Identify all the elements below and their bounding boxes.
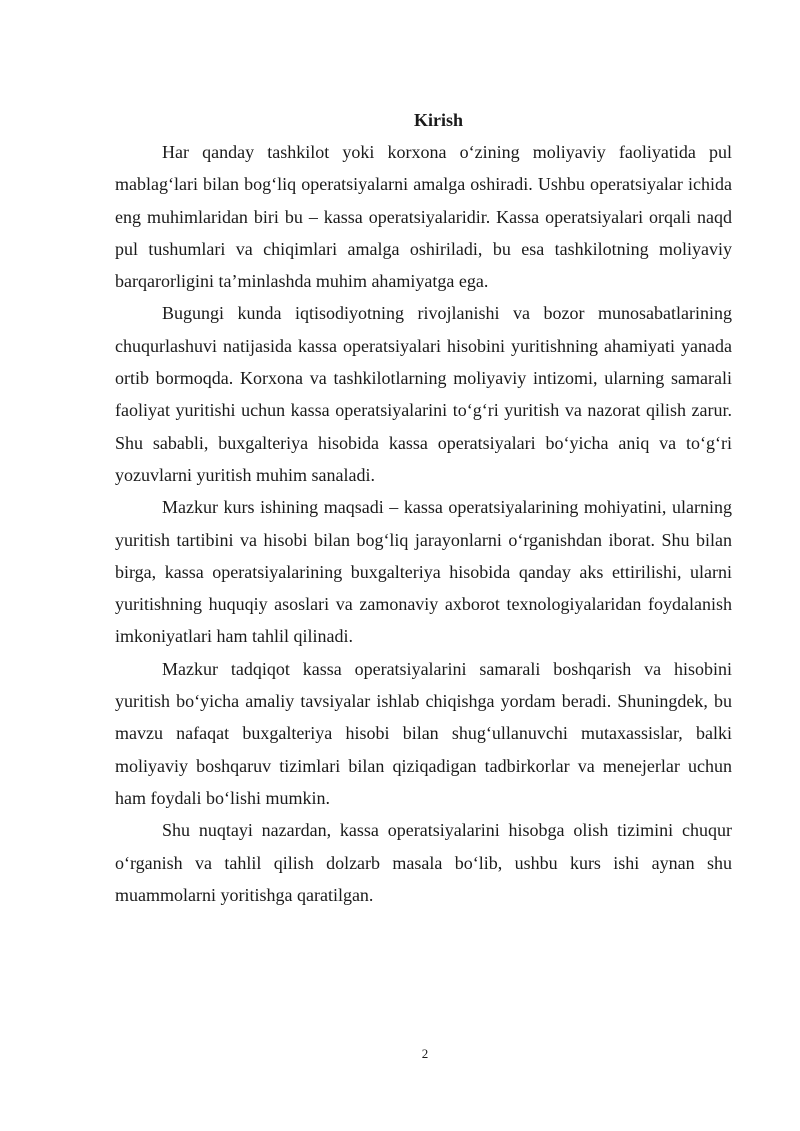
paragraph-2: Bugungi kunda iqtisodiyotning rivojlanishi va bozor munosabatlarining chuqurlashuvi natijasida kassa operatsiyalari hisobini yuritishning ahamiyati yanada ortib bormoqda. Korxona va tashkilotlarning moliyaviy intizomi, ularning samarali faoliyat yuritishi uchun kassa operatsiyalarini to‘g‘ri yuritish va nazorat qilish zarur. Shu sababli, buxgalteriya hisobida kassa operatsiyalari bo‘yicha aniq va to‘g‘ri yozuvlarni yuritish muhim sanaladi. bbox=[115, 303, 732, 485]
paragraph-5: Shu nuqtayi nazardan, kassa operatsiyalarini hisobga olish tizimini chuqur o‘rganish va tahlil qilish dolzarb masala bo‘lib, ushbu kurs ishi aynan shu muammolarni yoritishga qaratilgan. bbox=[115, 820, 732, 905]
paragraph-3: Mazkur kurs ishining maqsadi – kassa operatsiyalarining mohiyatini, ularning yuritish tartibini va hisobi bilan bog‘liq jarayonlarni o‘rganishdan iborat. Shu bilan birga, kassa operatsiyalarining buxgalteriya hisobida qanday aks ettirilishi, ularni yuritishning huquqiy asoslari va zamonaviy axborot texnologiyalaridan foydalanish imkoniyatlari ham tahlil qilinadi. bbox=[115, 497, 732, 647]
section-title: Kirish bbox=[413, 110, 463, 130]
paragraph-1: Har qanday tashkilot yoki korxona o‘zining moliyaviy faoliyatida pul mablag‘lari bilan bog‘liq operatsiyalarni amalga oshiradi. Ushbu operatsiyalar ichida eng muhimlaridan biri bu – kassa operatsiyalaridir. Kassa operatsiyalari orqali naqd pul tushumlari va chiqimlari amalga oshiriladi, bu esa tashkilotning moliyaviy barqarorligini ta’minlashda muhim ahamiyatga ega. bbox=[115, 142, 732, 292]
document-body bbox=[115, 104, 732, 911]
page-number: 2 bbox=[421, 1046, 429, 1061]
paragraph-4: Mazkur tadqiqot kassa operatsiyalarini samarali boshqarish va hisobini yuritish bo‘yicha amaliy tavsiyalar ishlab chiqishga yordam beradi. Shuningdek, bu mavzu nafaqat buxgalteriya hisobi bilan shug‘ullanuvchi mutaxassislar, balki moliyaviy boshqaruv tizimlari bilan qiziqadigan tadbirkorlar va menejerlar uchun ham foydali bo‘lishi mumkin. bbox=[115, 658, 732, 808]
